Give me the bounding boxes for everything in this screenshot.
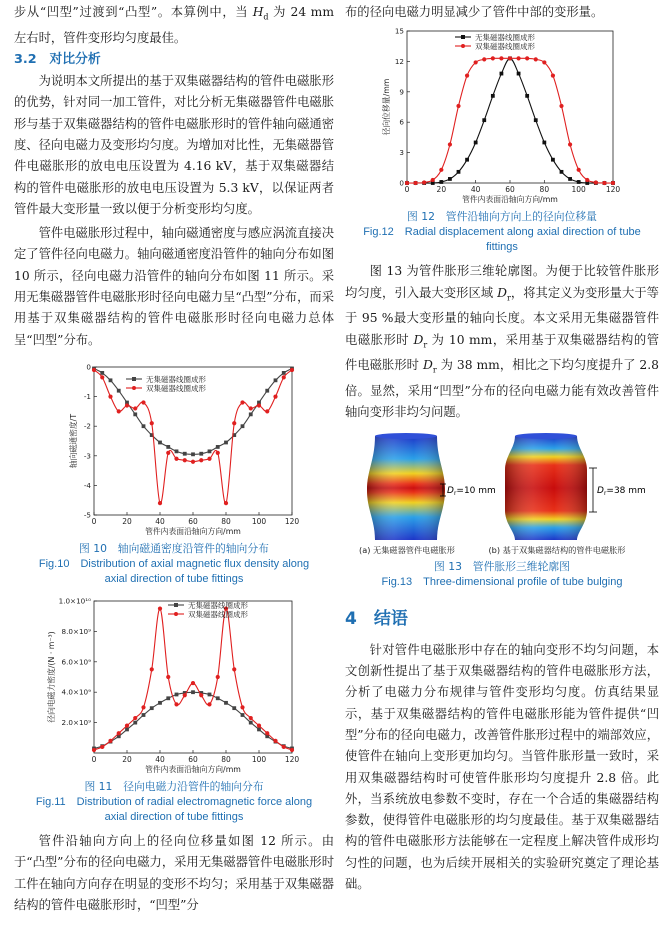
data-point: [273, 739, 277, 743]
left-column: [14, 0, 334, 916]
data-point: [191, 690, 195, 694]
para-text: 为 38 mm，相比之下均匀度提升了 2.8 倍。显然，采用“凹型”分布的径向电磁力能有效改善管件轴向变形非均匀问题。: [345, 358, 659, 420]
data-point: [448, 143, 452, 147]
legend-label: 双集磁器线圈成形: [475, 42, 535, 52]
fig13-caption-en: Fig.13 Three-dimensional profile of tube bulging: [381, 575, 623, 588]
para-text: 步从“凹型”过渡到“凸型”。本算例中，当: [14, 5, 253, 19]
data-point: [208, 449, 212, 453]
svg-text:Dr=38 mm: [597, 486, 646, 497]
data-point: [92, 748, 96, 752]
para-text: 为 10 mm，采用基于双集磁器结构的管件电磁胀形时: [345, 332, 659, 373]
x-tick-label: 100: [571, 185, 586, 195]
data-point: [265, 389, 269, 393]
data-point: [290, 368, 294, 372]
fig13-figure: [345, 430, 659, 556]
data-point: [125, 727, 129, 731]
series-line-1: [407, 59, 613, 184]
fig13-label-b: (b) 基于双集磁器结构的管件电磁胀形: [488, 544, 626, 555]
y-axis-label: 径向位移量/mm: [382, 78, 391, 136]
data-point: [525, 57, 529, 61]
data-point: [216, 445, 220, 449]
data-point: [249, 412, 253, 416]
data-point: [175, 692, 179, 696]
data-point: [257, 403, 261, 407]
svg-text:Dr=10 mm: [447, 486, 496, 497]
data-point: [500, 72, 504, 76]
data-point: [191, 681, 195, 685]
data-point: [457, 170, 461, 174]
y-tick-label: 12: [394, 57, 404, 67]
fig11-caption-cn: 图 11 径向电磁力沿管件的轴向分布: [84, 779, 264, 793]
data-point: [585, 178, 589, 182]
data-point: [100, 745, 104, 749]
x-tick-label: 120: [605, 185, 621, 195]
data-point: [405, 181, 409, 185]
right-column: [345, 0, 659, 895]
data-point: [431, 178, 435, 182]
data-point: [465, 158, 469, 162]
dim-b-symbol: D: [597, 485, 604, 496]
x-axis-label: 管件内表面沿轴向方向/mm: [145, 526, 241, 536]
data-point: [191, 460, 195, 464]
data-point: [551, 158, 555, 162]
y-tick-label: -5: [83, 510, 91, 520]
x-tick-label: 60: [505, 185, 515, 195]
legend-label: 双集磁器线圈成形: [188, 609, 248, 619]
data-point: [133, 406, 137, 410]
caption-line: Fig.10 Distribution of axial magnetic flux density along: [38, 557, 310, 570]
x-tick-label: 80: [221, 516, 231, 526]
data-point: [448, 177, 452, 181]
legend-label: 无集磁器线圈成形: [146, 374, 206, 384]
x-tick-label: 80: [221, 754, 231, 764]
variable-sub: d: [263, 12, 269, 22]
para-text: ，将其定义为变形量大于等于 95 %最大变形量的轴向长度。本文采用无集磁器管件电磁胀形时: [345, 285, 659, 347]
fig10-chart: [14, 359, 334, 541]
data-point: [534, 119, 538, 123]
caption-line: Fig.11 Distribution of radial electromagnetic force along: [35, 795, 313, 808]
x-tick-label: 40: [470, 185, 481, 195]
fig13-caption-cn: 图 13 管件胀形三维轮廓图: [434, 559, 570, 573]
y-axis-label: 径向电磁力密度/(N · m⁻³): [47, 631, 56, 723]
data-point: [491, 94, 495, 98]
data-point: [208, 692, 212, 696]
data-point: [142, 424, 146, 428]
data-point: [166, 445, 170, 449]
y-tick-label: 6: [399, 117, 404, 127]
data-point: [183, 452, 187, 456]
data-point: [611, 181, 615, 185]
legend-marker: [132, 377, 136, 381]
data-point: [508, 57, 512, 61]
data-point: [133, 412, 137, 416]
legend-label: 无集磁器线圈成形: [188, 600, 248, 610]
data-point: [224, 701, 228, 705]
data-point: [183, 693, 187, 697]
data-point: [232, 706, 236, 710]
data-point: [158, 440, 162, 444]
fig13-label-a: (a) 无集磁器管件电磁胀形: [359, 544, 455, 555]
data-point: [249, 406, 253, 410]
data-point: [158, 606, 162, 610]
data-point: [108, 739, 112, 743]
dim-a: [440, 484, 496, 497]
y-tick-label: 1.0×10¹⁰: [58, 596, 91, 606]
data-point: [559, 104, 563, 108]
x-tick-label: 0: [91, 516, 97, 526]
plot-frame: [94, 601, 292, 753]
fig10-caption-en: [14, 557, 334, 587]
data-point: [150, 421, 154, 425]
para-text: 图 13 为管件胀形三维轮廓图。为便于比较管件胀形均匀度，引入最大变形区域: [345, 264, 659, 300]
data-point: [199, 452, 203, 456]
data-point: [422, 181, 426, 185]
data-point: [133, 721, 137, 725]
x-tick-label: 120: [284, 754, 300, 764]
data-point: [207, 702, 211, 706]
data-point: [240, 400, 244, 404]
data-point: [282, 375, 286, 379]
data-point: [594, 181, 598, 185]
data-point: [257, 723, 261, 727]
data-point: [517, 72, 521, 76]
data-point: [240, 705, 244, 709]
data-point: [542, 61, 546, 65]
data-point: [199, 693, 203, 697]
para-continuation: [14, 2, 334, 49]
fig12-caption-en: [345, 225, 659, 255]
data-point: [166, 675, 170, 679]
data-point: [474, 61, 478, 65]
caption-line: fittings: [486, 241, 518, 254]
x-tick-label: 80: [539, 185, 550, 195]
caption-line: Fig.12 Radial displacement along axial direction of tube: [363, 226, 641, 239]
para-flux: 管件电磁胀形过程中，轴向磁通密度与感应涡流直接决定了管件径向电磁力。轴向磁通密度沿管件的轴向分布如图 10 所示，径向电磁力沿管件的轴向分布如图 11 所示。采用无集磁器管件电磁胀形时径向电磁力呈“凸型”分布，而采用基于双集磁器结构的管件电磁胀形时径向电磁力总体呈“凹型”分布。: [14, 226, 334, 347]
data-point: [257, 727, 261, 731]
variable-sub: r: [423, 340, 428, 350]
data-point: [602, 181, 606, 185]
data-point: [207, 457, 211, 461]
data-point: [568, 177, 572, 181]
caption-line: axial direction of tube fittings: [104, 572, 244, 585]
data-point: [474, 141, 478, 145]
data-point: [125, 403, 129, 407]
data-point: [241, 424, 245, 428]
fig11-caption-en: [14, 795, 334, 825]
y-tick-label: -4: [83, 480, 91, 490]
x-tick-label: 100: [251, 754, 267, 764]
fig10-caption-cn: 图 10 轴向磁通密度沿管件的轴向分布: [79, 541, 269, 555]
x-tick-label: 100: [251, 516, 267, 526]
para-text: 为 24 mm 左右时，管件变形均匀度最佳。: [14, 5, 334, 45]
data-point: [100, 371, 104, 375]
x-tick-label: 120: [284, 516, 300, 526]
y-tick-label: 9: [399, 87, 404, 97]
data-point: [413, 181, 417, 185]
fig11-chart: [14, 593, 334, 779]
data-point: [551, 74, 555, 78]
dim-b-value: =38 mm: [606, 485, 646, 496]
variable-sub: r: [432, 365, 437, 375]
data-point: [175, 449, 179, 453]
variable-d: D: [497, 285, 507, 300]
legend-label: 双集磁器线圈成形: [146, 383, 206, 393]
data-point: [199, 458, 203, 462]
legend-label: 无集磁器线圈成形: [475, 33, 535, 43]
data-point: [166, 696, 170, 700]
data-point: [439, 180, 443, 184]
x-tick-label: 60: [188, 754, 198, 764]
para-profile: [345, 261, 659, 423]
data-point: [499, 57, 503, 61]
data-point: [133, 716, 137, 720]
x-axis-label: 管件内表面沿轴向方向/mm: [462, 195, 558, 205]
data-point: [92, 368, 96, 372]
y-tick-label: 4.0×10⁹: [61, 687, 91, 697]
y-tick-label: 0: [399, 178, 404, 188]
data-point: [249, 721, 253, 725]
data-point: [216, 675, 220, 679]
y-tick-label: 15: [394, 26, 404, 36]
data-point: [109, 378, 113, 382]
x-tick-label: 40: [155, 754, 165, 764]
data-point: [183, 458, 187, 462]
fig12-caption-cn: 图 12 管件沿轴向方向上的径向位移量: [407, 210, 597, 224]
section-title-4: 4 结语: [345, 608, 408, 629]
data-point: [125, 723, 129, 727]
data-point: [577, 168, 581, 172]
data-point: [174, 457, 178, 461]
dim-b-sub: r: [603, 489, 607, 497]
variable-hd: H: [252, 5, 264, 19]
para-conclusion: 针对管件电磁胀形中存在的轴向变形不均匀问题，本文创新性提出了基于双集磁器结构的管件电磁胀形方法，分析了电磁力分布规律与管件变形均匀度。仿真结果显示，基于双集磁器结构的管件电磁胀形能为管件提供“凹型”分布的径向电磁力，改善管件胀形过程中的端部效应，使管件在轴向上变形更加均匀。当管件胀形量一致时，采用双集磁器结构时可使管件胀形均匀度提升 2.8 倍。此外，当系统放电参数不变时，存在一个合适的集磁器结构参数，使得管件电磁胀形的均匀度最佳。基于双集磁器结构的管件电磁胀形方法能够在一定程度上解决管件成形均匀性的问题，也为后续开展相关的实验研究奠定了理论基础。: [345, 642, 659, 891]
y-tick-label: 0: [86, 362, 91, 372]
plot-frame: [407, 31, 613, 183]
series-line-1: [94, 608, 292, 749]
data-point: [150, 667, 154, 671]
para-displacement: 管件沿轴向方向上的径向位移量如图 12 所示。由于“凸型”分布的径向电磁力，采用无集磁器管件电磁胀形时工件在轴向方向存在明显的变形不均匀；采用基于双集磁器结构的管件电磁胀形时，“凹型”分: [14, 833, 334, 912]
data-point: [265, 409, 269, 413]
y-tick-label: 8.0×10⁹: [61, 626, 91, 636]
data-point: [542, 141, 546, 145]
legend-marker: [132, 386, 136, 390]
data-point: [568, 143, 572, 147]
data-point: [141, 400, 145, 404]
y-tick-label: 6.0×10⁹: [61, 657, 91, 667]
para-comparison: 为说明本文所提出的基于双集磁器结构的管件电磁胀形的优势，针对同一加工管件，对比分析无集磁器管件电磁胀形与基于双集磁器结构的管件电磁胀形时的管件轴向磁通密度、径向电磁力及变形均匀度。为增加对比性，无集磁器管件电磁胀形的放电电压设置为 4.16 kV，基于双集磁器结构的管件电磁胀形的放电电压设置为 5.3 kV，以保证两者管件最大变形量一致以便于分析变形均匀度。: [14, 74, 334, 216]
legend-marker: [461, 35, 465, 39]
x-tick-label: 20: [122, 754, 132, 764]
data-point: [577, 180, 581, 184]
fig12-chart: [345, 25, 659, 209]
y-tick-label: -1: [83, 392, 91, 402]
data-point: [100, 375, 104, 379]
data-point: [439, 168, 443, 172]
data-point: [516, 57, 520, 61]
data-point: [232, 667, 236, 671]
y-axis-label: 轴向磁通密度/T: [69, 413, 78, 468]
x-tick-label: 40: [155, 516, 165, 526]
data-point: [456, 104, 460, 108]
variable-d: D: [422, 358, 433, 373]
data-point: [166, 451, 170, 455]
caption-line: axial direction of tube fittings: [104, 810, 244, 823]
data-point: [216, 451, 220, 455]
tube-a-render: [367, 433, 445, 540]
data-point: [216, 696, 220, 700]
data-point: [560, 170, 564, 174]
para-continuation-right: 布的径向电磁力明显减少了管件中部的变形量。: [345, 5, 604, 19]
data-point: [273, 394, 277, 398]
legend-marker: [461, 44, 465, 48]
x-tick-label: 0: [404, 185, 410, 195]
x-tick-label: 20: [122, 516, 132, 526]
variable-d: D: [413, 332, 424, 347]
x-axis-label: 管件内表面沿轴向方向/mm: [145, 764, 241, 774]
series-line-0: [407, 59, 613, 184]
legend-marker: [174, 603, 178, 607]
data-point: [191, 452, 195, 456]
data-point: [141, 705, 145, 709]
dim-a-symbol: D: [447, 485, 454, 496]
data-point: [117, 409, 121, 413]
y-tick-label: 3: [399, 148, 404, 158]
data-point: [525, 94, 529, 98]
data-point: [249, 716, 253, 720]
data-point: [282, 371, 286, 375]
dim-a-sub: r: [453, 489, 457, 497]
legend-marker: [174, 612, 178, 616]
y-tick-label: 2.0×10⁹: [61, 718, 91, 728]
data-point: [158, 701, 162, 705]
data-point: [491, 57, 495, 61]
data-point: [174, 702, 178, 706]
x-tick-label: 20: [436, 185, 447, 195]
data-point: [224, 440, 228, 444]
data-point: [232, 421, 236, 425]
data-point: [117, 389, 121, 393]
data-point: [158, 501, 162, 505]
data-point: [117, 731, 121, 735]
data-point: [224, 501, 228, 505]
y-tick-label: -2: [83, 421, 91, 431]
data-point: [274, 378, 278, 382]
data-point: [142, 713, 146, 717]
data-point: [465, 74, 469, 78]
data-point: [290, 748, 294, 752]
series-line-0: [94, 692, 292, 748]
dim-a-value: =10 mm: [456, 485, 496, 496]
data-point: [482, 58, 486, 62]
x-tick-label: 0: [91, 754, 97, 764]
dim-b: [589, 468, 646, 512]
data-point: [482, 119, 486, 123]
data-point: [282, 745, 286, 749]
data-point: [150, 706, 154, 710]
section-title-3-2: 3.2 对比分析: [14, 52, 101, 68]
data-point: [108, 394, 112, 398]
data-point: [241, 713, 245, 717]
y-tick-label: -3: [83, 451, 91, 461]
tube-b-render: [505, 433, 587, 540]
x-tick-label: 60: [188, 516, 198, 526]
variable-sub: r: [506, 293, 511, 303]
data-point: [534, 58, 538, 62]
data-point: [265, 731, 269, 735]
